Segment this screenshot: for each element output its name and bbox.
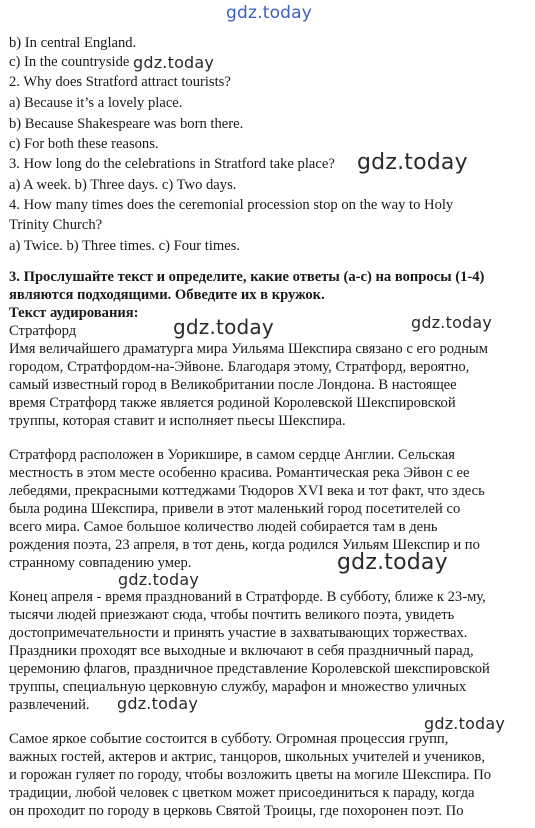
watermark: gdz.today [357, 150, 468, 175]
answer-option: c) For both these reasons. [9, 136, 159, 152]
watermark: gdz.today [173, 315, 274, 339]
paragraph-line: традиции, любой человек с цветком может присоединиться к параду, когда [9, 785, 475, 801]
paragraph-line: рождения поэта, 23 апреля, в тот день, когда родился Уильям Шекспир и по [9, 537, 480, 553]
paragraph-line: городом, Стратфордом-на-Эйвоне. Благодаря этому, Стратфорд, вероятно, [9, 359, 470, 375]
answer-option: a) Because it’s a lovely place. [9, 95, 183, 111]
question: 4. How many times does the ceremonial procession stop on the way to Holy [9, 197, 454, 213]
answer-option: c) In the countryside [9, 54, 130, 70]
paragraph-line: Стратфорд расположен в Уорикшире, в самом сердце Англии. Сельская [9, 447, 455, 463]
question: 3. How long do the celebrations in Stratford take place? [9, 156, 335, 172]
section-label: Текст аудирования: [9, 305, 139, 321]
watermark: gdz.today [118, 570, 200, 589]
paragraph-line: тысячи людей приезжают сюда, чтобы почтить великого поэта, увидеть [9, 607, 455, 623]
answer-options: a) A week. b) Three days. c) Two days. [9, 177, 237, 193]
paragraph-line: развлечений. [9, 697, 90, 713]
answer-options: a) Twice. b) Three times. c) Four times. [9, 238, 241, 254]
question: Trinity Church? [9, 217, 103, 233]
paragraph-line: достопримечательности и принять участие в захватывающих торжествах. [9, 625, 468, 641]
task-heading: 3. Прослушайте текст и определите, какие ответы (а-с) на вопросы (1-4) [9, 269, 485, 285]
question: 2. Why does Stratford attract tourists? [9, 74, 231, 90]
watermark: gdz.today [117, 694, 199, 713]
watermark: gdz.today [411, 313, 493, 332]
task-heading: являются подходящими. Обведите их в кружок. [9, 287, 325, 303]
paragraph-line: он проходит по городу в церковь Святой Троицы, где похоронен поэт. По [9, 803, 464, 819]
text-title: Стратфорд [9, 323, 77, 339]
paragraph-line: Праздники проходят все выходные и включают в себя праздничный парад, [9, 643, 474, 659]
paragraph-line: важных гостей, актеров и актрис, танцоров, школьных учителей и учеников, [9, 749, 485, 765]
paragraph-line: местность в этом месте особенно красива. Романтическая река Эйвон с ее [9, 465, 470, 481]
watermark: gdz.today [424, 714, 506, 733]
answer-option: b) Because Shakespeare was born there. [9, 116, 244, 132]
paragraph-line: самый известный город в Великобритании после Лондона. В настоящее [9, 377, 457, 393]
paragraph-line: была родина Шекспира, привели в этот маленький город посетителей со [9, 501, 461, 517]
answer-option: b) In central England. [9, 35, 137, 51]
paragraph-line: церемонию флагов, праздничное представление Королевской шекспировской [9, 661, 490, 677]
paragraph-line: труппы, специальную церковную службу, марафон и множество уличных [9, 679, 467, 695]
paragraph-line: лебедями, прекрасными коттеджами Тюдоров XVI века и тот факт, что здесь [9, 483, 485, 499]
paragraph-line: Самое яркое событие состоится в субботу. Огромная процессия групп, [9, 731, 449, 747]
watermark: gdz.today [337, 550, 448, 575]
watermark-top: gdz.today [226, 3, 313, 23]
paragraph-line: Имя величайшего драматурга мира Уильяма Шекспира связано с его родным [9, 341, 488, 357]
paragraph-line: странному совпадению умер. [9, 555, 192, 571]
paragraph-line: и горожан гуляет по городу, чтобы возложить цветы на могиле Шекспира. По [9, 767, 492, 783]
paragraph-line: Конец апреля - время празднований в Стратфорде. В субботу, ближе к 23-му, [9, 589, 486, 605]
paragraph-line: всего мира. Самое большое количество людей собирается там в день [9, 519, 438, 535]
paragraph-line: время Стратфорд также является родиной Королевской Шекспировской [9, 395, 456, 411]
paragraph-line: труппы, которая ставит и исполняет пьесы Шекспира. [9, 413, 346, 429]
watermark: gdz.today [133, 53, 215, 72]
